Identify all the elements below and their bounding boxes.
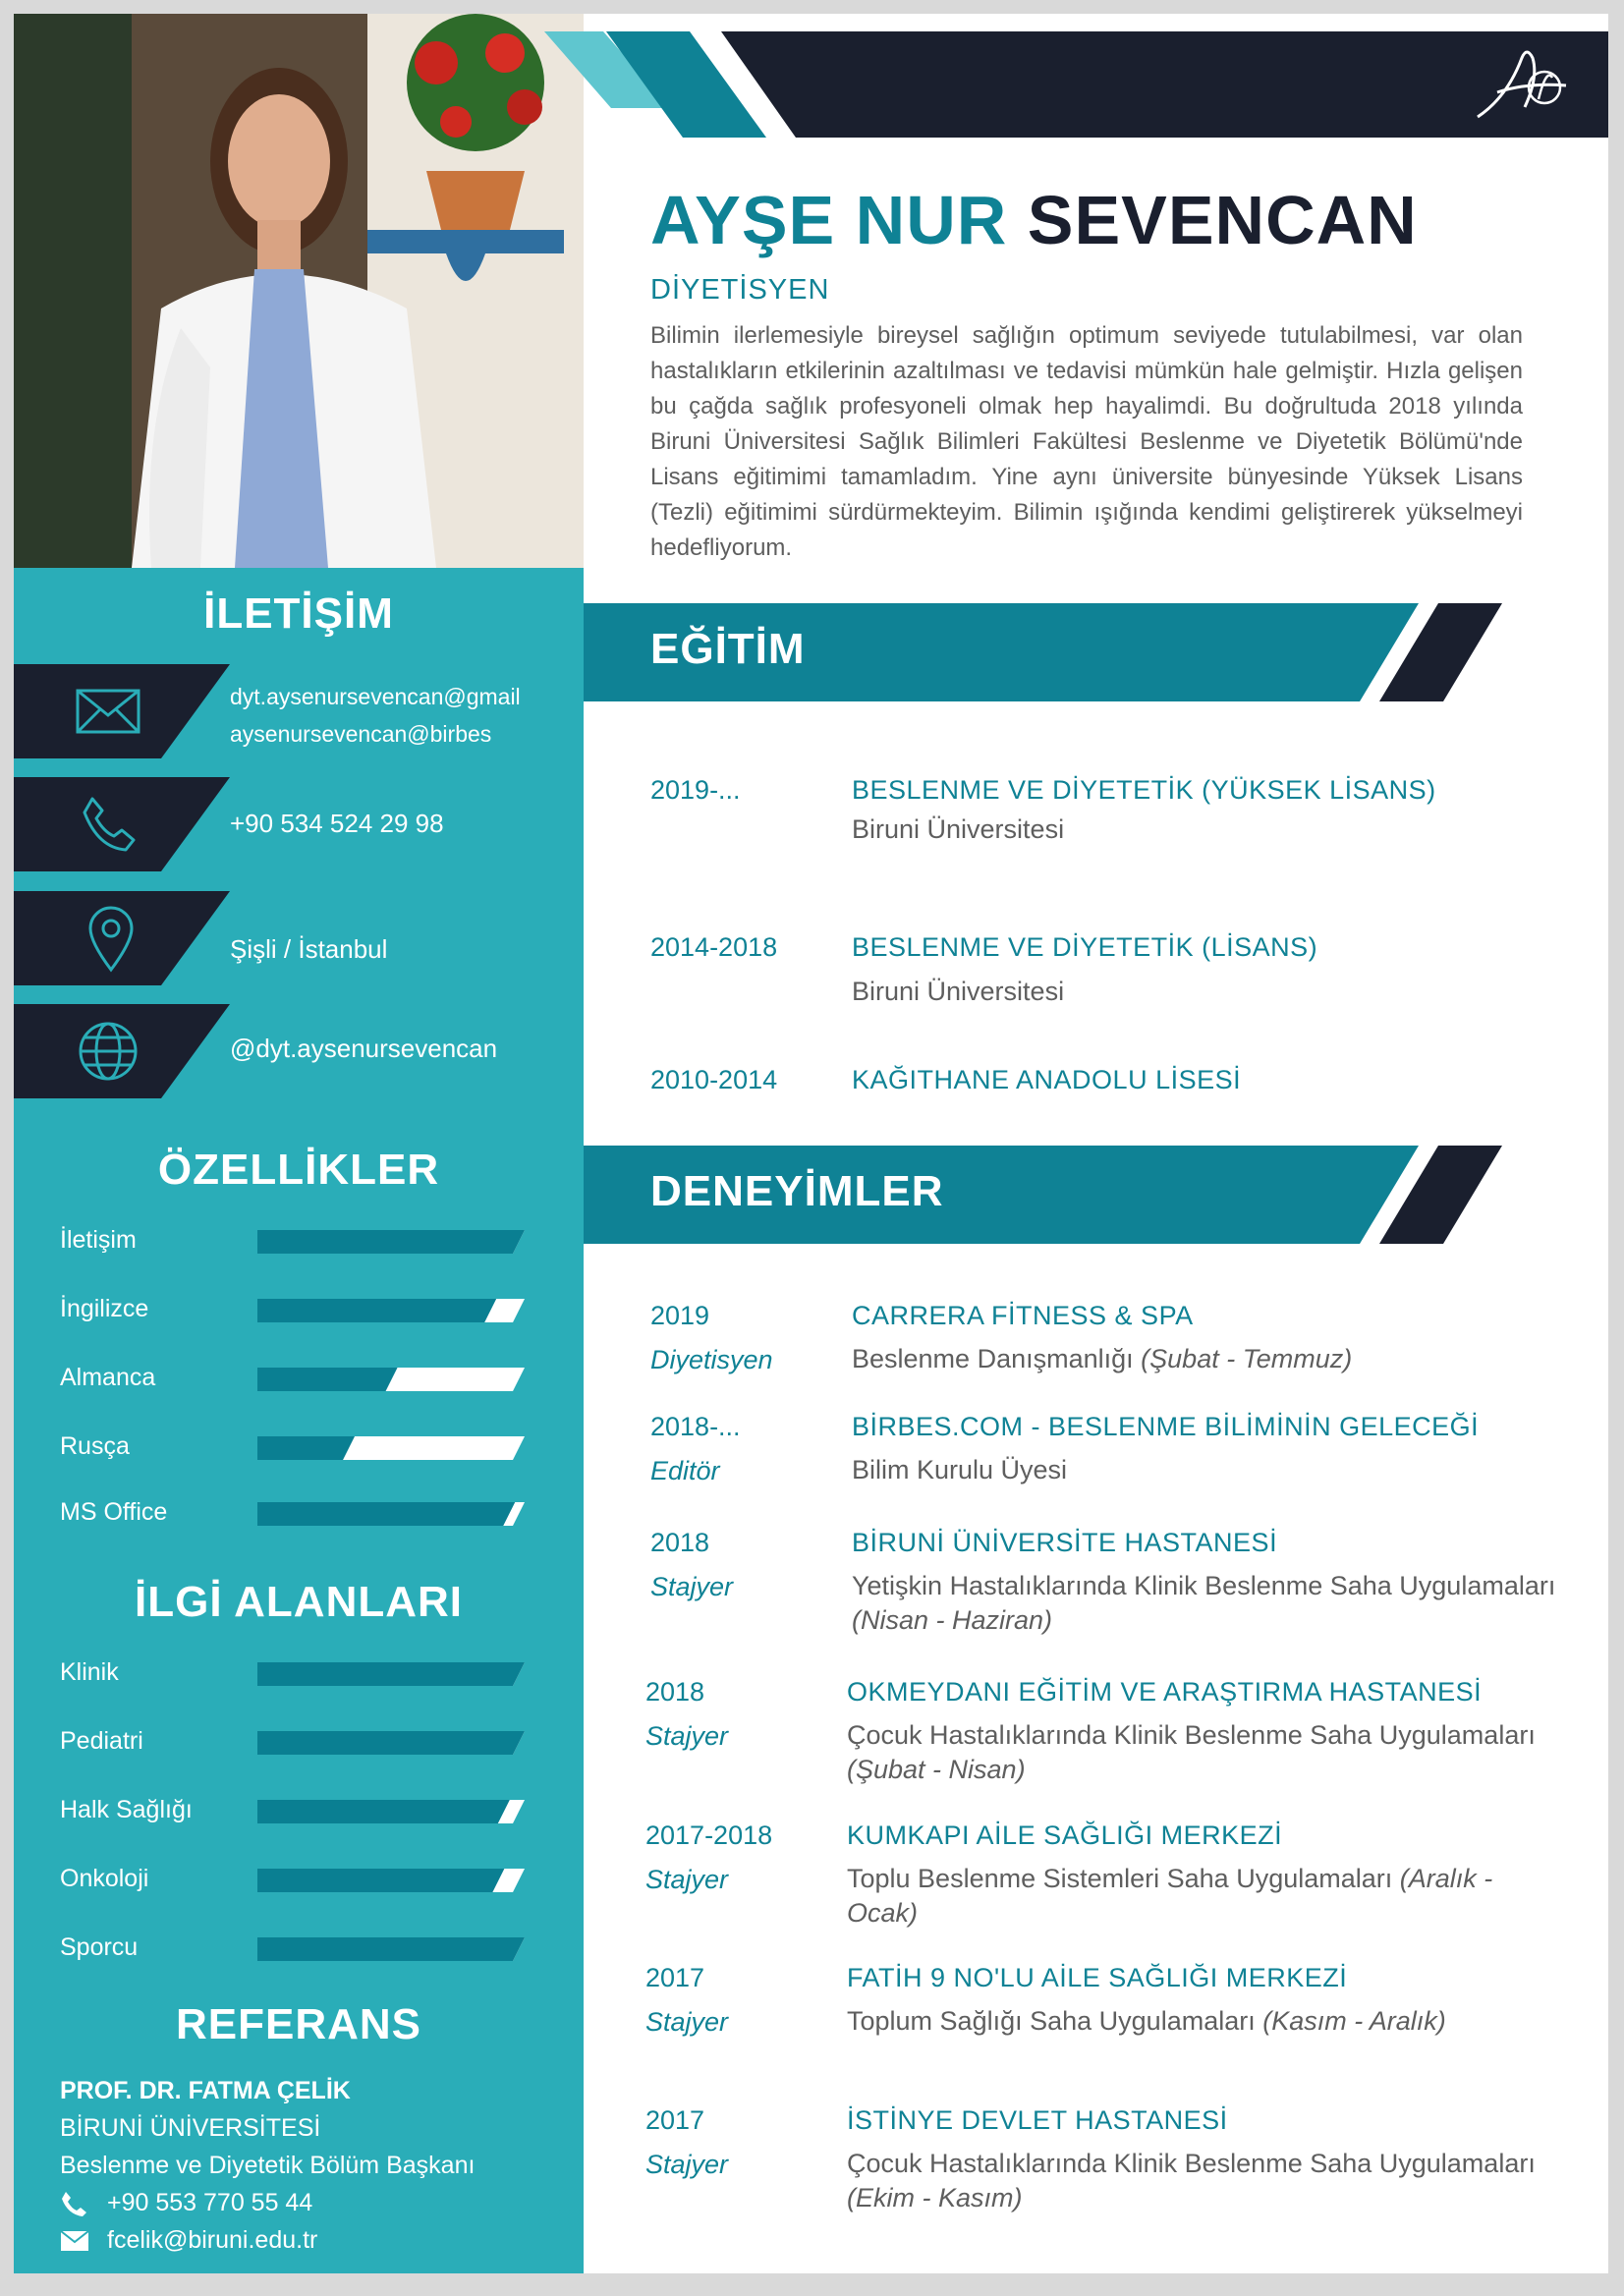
experience-company: BİRUNİ ÜNİVERSİTE HASTANESİ — [852, 1528, 1278, 1557]
contact-title: İLETİŞİM — [203, 589, 394, 638]
interest-bar — [257, 1662, 525, 1686]
experience-role: Stajyer — [645, 1865, 729, 1894]
skill-bar — [257, 1230, 525, 1254]
interest-row — [14, 1725, 584, 1764]
phone-number[interactable]: +90 534 524 29 98 — [230, 809, 444, 838]
skill-label: Rusça — [60, 1432, 130, 1460]
reference-phone[interactable]: +90 553 770 55 44 — [107, 2189, 313, 2216]
interest-bar-fill — [257, 1800, 510, 1823]
interest-bar — [257, 1937, 525, 1961]
cv-page — [14, 14, 1608, 2273]
interest-bar-fill — [257, 1731, 525, 1755]
interest-label: Pediatri — [60, 1727, 143, 1755]
skill-bar-fill — [257, 1230, 525, 1254]
experience-year: 2017 — [645, 1963, 705, 1992]
experience-year: 2018 — [645, 1677, 705, 1707]
experience-period: (Kasım - Aralık) — [1262, 2006, 1446, 2036]
sidebar — [14, 14, 584, 2273]
email-primary[interactable]: dyt.aysenursevencan@gmail — [230, 684, 521, 709]
interest-row — [14, 1863, 584, 1902]
contact-location — [14, 891, 584, 985]
experience-year: 2017 — [645, 2105, 705, 2135]
experience-title: DENEYİMLER — [650, 1167, 944, 1215]
experience-role: Stajyer — [650, 1572, 734, 1601]
skill-row — [14, 1430, 584, 1470]
experience-desc-text: Çocuk Hastalıklarında Klinik Beslenme Saha Uygulamaları — [847, 1720, 1536, 1750]
experience-role: Editör — [650, 1456, 720, 1485]
contact-email — [14, 664, 584, 758]
experience-description — [847, 2147, 1554, 2215]
reference-email[interactable]: fcelik@biruni.edu.tr — [107, 2226, 318, 2254]
skill-bar-fill — [257, 1436, 355, 1460]
education-year: 2014-2018 — [650, 932, 778, 962]
education-title-item: KAĞITHANE ANADOLU LİSESİ — [852, 1065, 1242, 1094]
experience-description — [847, 1718, 1554, 1787]
education-school: Biruni Üniversitesi — [852, 814, 1065, 844]
interest-row — [14, 1656, 584, 1696]
experience-role: Stajyer — [645, 2007, 729, 2037]
experience-company: İSTİNYE DEVLET HASTANESİ — [847, 2105, 1228, 2135]
interest-bar — [257, 1731, 525, 1755]
reference-email-row — [60, 2226, 317, 2255]
interest-label: Klinik — [60, 1658, 119, 1686]
education-year: 2019-... — [650, 775, 741, 805]
interest-label: Halk Sağlığı — [60, 1796, 193, 1823]
contact-phone — [14, 777, 584, 871]
experience-period: (Nisan - Haziran) — [852, 1605, 1053, 1635]
skill-bar-fill — [257, 1502, 515, 1526]
job-title: DİYETİSYEN — [650, 274, 830, 306]
interest-label: Sporcu — [60, 1933, 139, 1961]
skill-bar — [257, 1436, 525, 1460]
globe-icon — [77, 1020, 140, 1083]
experience-description — [847, 1862, 1554, 1931]
experience-year: 2019 — [650, 1301, 710, 1330]
education-school: Biruni Üniversitesi — [852, 977, 1065, 1006]
experience-year: 2018-... — [650, 1412, 741, 1441]
top-banner — [14, 14, 1608, 151]
skill-label: Almanca — [60, 1364, 156, 1391]
experience-company: BİRBES.COM - BESLENME BİLİMİNİN GELECEĞİ — [852, 1412, 1480, 1441]
contact-social — [14, 1004, 584, 1098]
skill-label: İngilizce — [60, 1295, 149, 1322]
mail-icon — [60, 2230, 89, 2252]
first-name: AYŞE NUR — [650, 182, 1008, 258]
reference-institution: BİRUNİ ÜNİVERSİTESİ — [60, 2114, 321, 2142]
interest-bar — [257, 1800, 525, 1823]
experience-desc-text: Yetişkin Hastalıklarında Klinik Beslenme Saha Uygulamaları — [852, 1571, 1556, 1600]
mail-icon — [75, 688, 141, 735]
experience-period: (Aralık - Ocak) — [847, 1864, 1493, 1928]
location-icon — [86, 905, 136, 974]
reference-title: REFERANS — [175, 2000, 422, 2048]
education-title-item: BESLENME VE DİYETETİK (LİSANS) — [852, 932, 1318, 962]
experience-desc-text: Çocuk Hastalıklarında Klinik Beslenme Saha Uygulamaları — [847, 2149, 1536, 2178]
skills-title: ÖZELLİKLER — [157, 1146, 440, 1194]
interest-bar-fill — [257, 1662, 525, 1686]
skill-row — [14, 1496, 584, 1536]
skill-label: İletişim — [60, 1226, 137, 1254]
social-handle[interactable]: @dyt.aysenursevencan — [230, 1034, 498, 1063]
interest-bar — [257, 1869, 525, 1892]
phone-icon — [60, 2190, 89, 2217]
experience-desc-text: Bilim Kurulu Üyesi — [852, 1455, 1068, 1484]
skill-label: MS Office — [60, 1498, 168, 1526]
interest-row — [14, 1794, 584, 1833]
interest-label: Onkoloji — [60, 1865, 149, 1892]
experience-desc-text: Beslenme Danışmanlığı — [852, 1344, 1134, 1373]
education-title-item: BESLENME VE DİYETETİK (YÜKSEK LİSANS) — [852, 775, 1436, 805]
experience-desc-text: Toplu Beslenme Sistemleri Saha Uygulamaları — [847, 1864, 1393, 1893]
experience-description — [852, 1453, 1559, 1487]
skill-row — [14, 1224, 584, 1263]
experience-company: CARRERA FİTNESS & SPA — [852, 1301, 1194, 1330]
skill-bar — [257, 1299, 525, 1322]
experience-role: Stajyer — [645, 2150, 729, 2179]
experience-role: Stajyer — [645, 1721, 729, 1751]
reference-name: PROF. DR. FATMA ÇELİK — [60, 2077, 351, 2104]
experience-company: KUMKAPI AİLE SAĞLIĞI MERKEZİ — [847, 1820, 1283, 1850]
interest-bar-fill — [257, 1869, 504, 1892]
skill-bar-fill — [257, 1368, 398, 1391]
reference-position: Beslenme ve Diyetetik Bölüm Başkanı — [60, 2152, 476, 2179]
experience-desc-text: Toplum Sağlığı Saha Uygulamaları — [847, 2006, 1256, 2036]
experience-company: FATİH 9 NO'LU AİLE SAĞLIĞI MERKEZİ — [847, 1963, 1348, 1992]
interest-bar-fill — [257, 1937, 525, 1961]
experience-period: (Şubat - Temmuz) — [1141, 1344, 1353, 1373]
experience-role: Diyetisyen — [650, 1345, 773, 1374]
phone-icon — [79, 795, 138, 854]
reference-phone-row — [60, 2189, 312, 2217]
email-secondary[interactable]: aysenursevencan@birbes — [230, 721, 492, 747]
experience-period: (Ekim - Kasım) — [847, 2183, 1023, 2212]
experience-description — [852, 1569, 1559, 1638]
skill-bar — [257, 1502, 525, 1526]
last-name: SEVENCAN — [1027, 182, 1418, 258]
location-text: Şişli / İstanbul — [230, 934, 388, 964]
skill-bar-fill — [257, 1299, 496, 1322]
full-name — [650, 181, 1418, 259]
experience-company: OKMEYDANI EĞİTİM VE ARAŞTIRMA HASTANESİ — [847, 1677, 1483, 1707]
about-text: Bilimin ilerlemesiyle bireysel sağlığın optimum seviyede tutulabilmesi, var olan hastalıkların etkilerinin azaltılması ve tedavisi mümkün hale gelmiştir. Hızla gelişen bu çağda sağlık profesyoneli olmak hep hayalimdi. Bu doğrultuda 2018 yılında Biruni Üniversitesi Sağlık Bilimleri Fakültesi Beslenme ve Diyetetik Bölümü'nde Lisans eğitimimi tamamladım. Yine aynı üniversite bünyesinde Yüksek Lisans (Tezli) eğitimimi sürdürmekteyim. Bilimin ışığında kendimi geliştirerek yükselmeyi hedefliyorum. — [650, 322, 1523, 561]
skill-row — [14, 1293, 584, 1332]
interests-title: İLGİ ALANLARI — [135, 1578, 463, 1626]
experience-description — [847, 2004, 1554, 2039]
education-title: EĞİTİM — [650, 625, 806, 673]
education-year: 2010-2014 — [650, 1065, 778, 1094]
experience-year: 2018 — [650, 1528, 710, 1557]
experience-description — [852, 1342, 1559, 1376]
monogram-logo — [1468, 38, 1576, 127]
skill-row — [14, 1362, 584, 1401]
interest-row — [14, 1932, 584, 1971]
skill-bar — [257, 1368, 525, 1391]
experience-period: (Şubat - Nisan) — [847, 1755, 1026, 1784]
experience-year: 2017-2018 — [645, 1820, 773, 1850]
